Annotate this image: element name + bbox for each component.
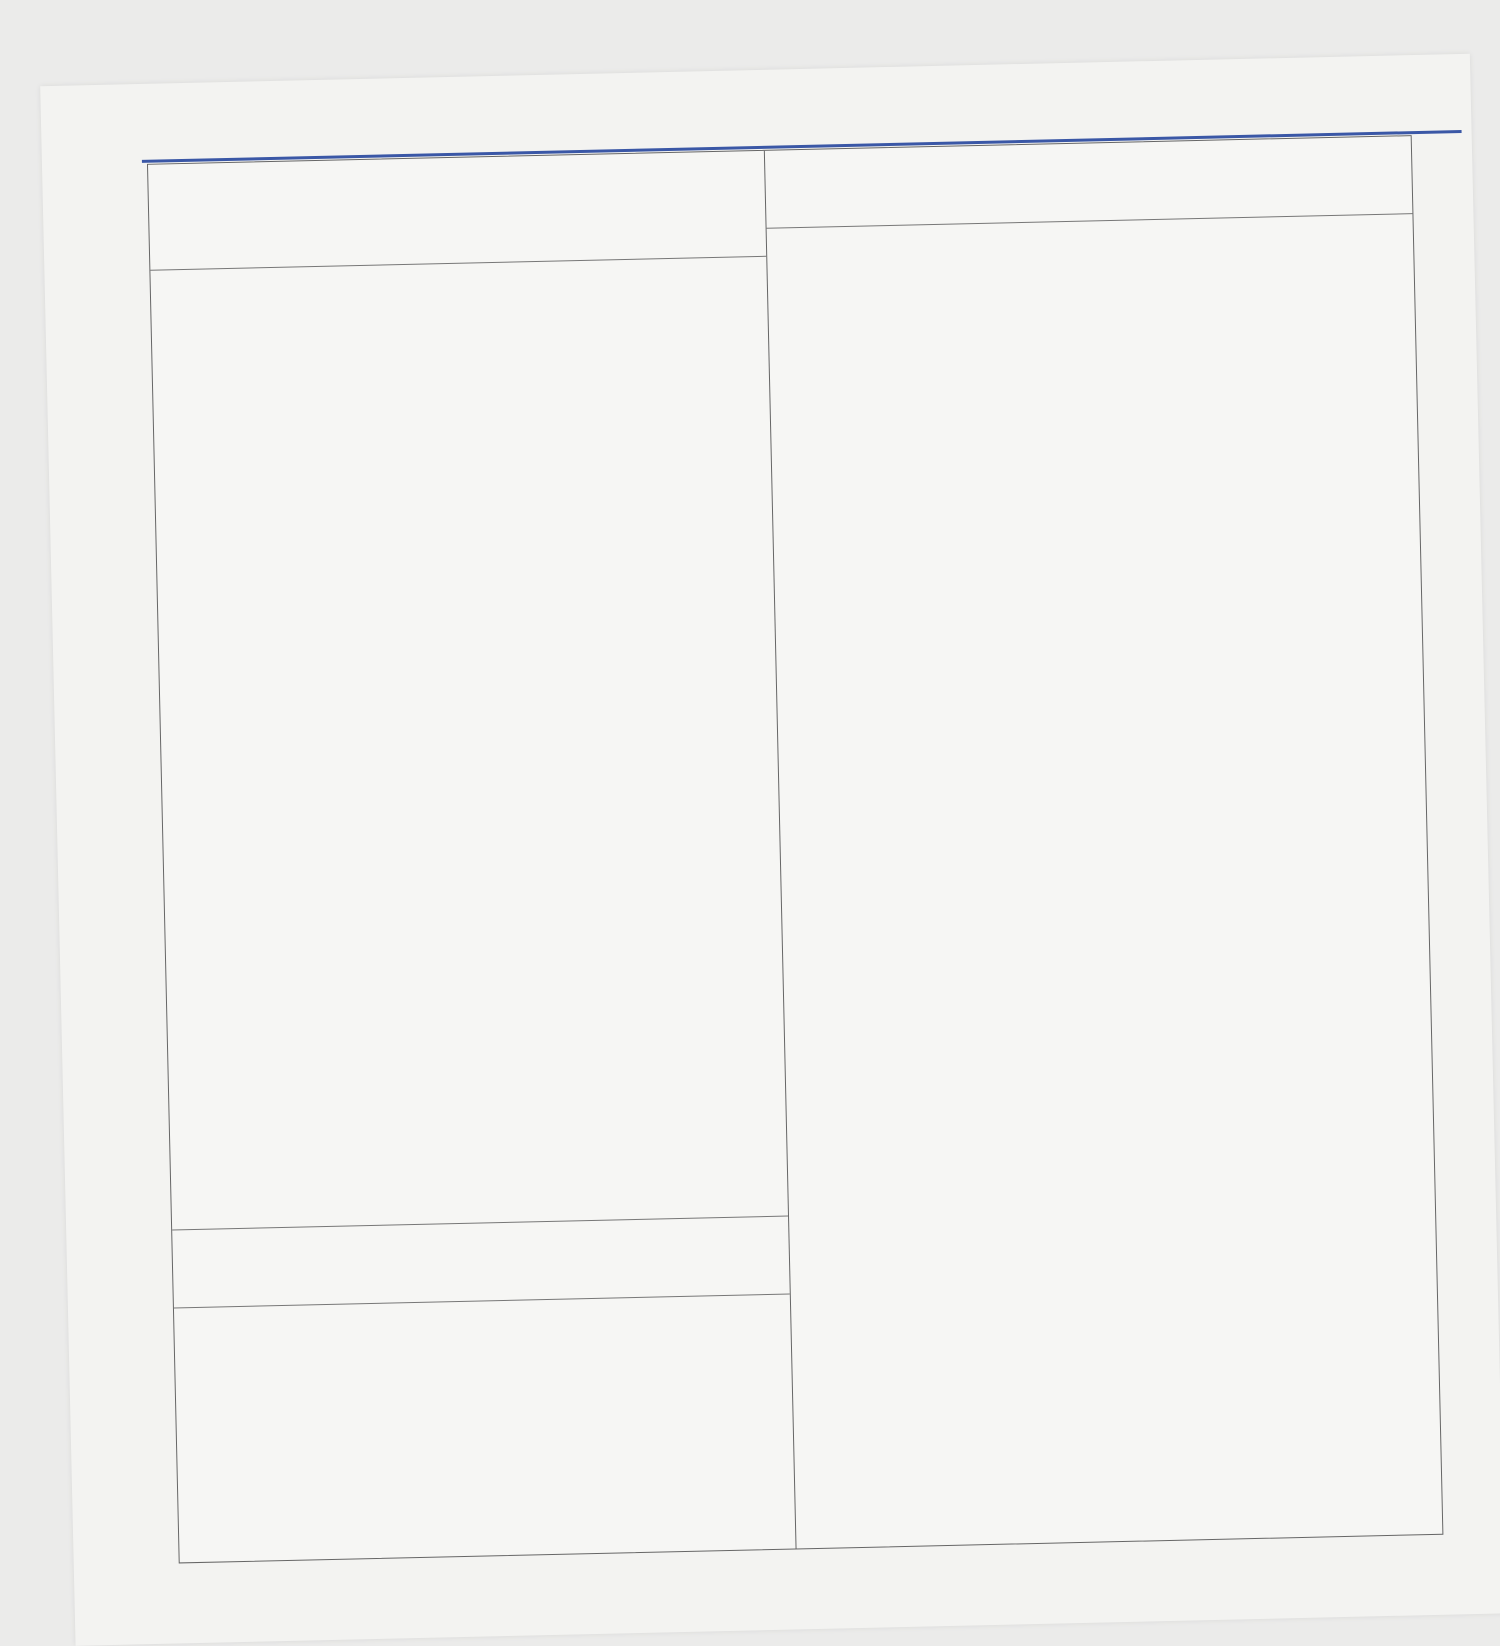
work-carried-out-column: [148, 151, 797, 1563]
service-booklet-page: [40, 54, 1500, 1646]
right-header-row: [765, 136, 1413, 229]
invoice-row: [172, 1217, 790, 1309]
service-form: [147, 135, 1443, 1563]
service-date-block: [168, 1017, 788, 1231]
dealer-stamp-block: [791, 1280, 1443, 1549]
left-header-row: [148, 151, 766, 271]
additional-work-column: [765, 136, 1443, 1548]
service-by-block: [174, 1295, 796, 1563]
